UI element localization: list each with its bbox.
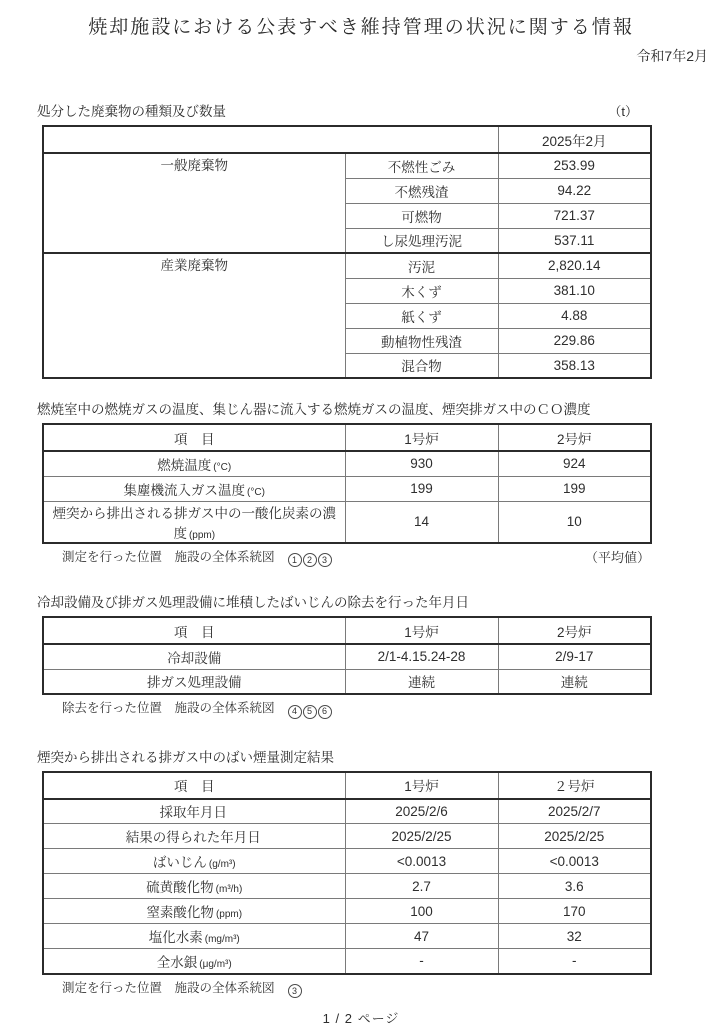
furnace2-value: 2025/2/7 <box>498 799 651 824</box>
circled-number-icon: 4 <box>288 705 302 719</box>
row-label: 硫黄酸化物 (m³/h) <box>43 874 345 899</box>
furnace2-value: <0.0013 <box>498 849 651 874</box>
table-row <box>43 874 651 899</box>
furnace1-value: - <box>345 949 498 974</box>
gas-measurement-note: 測定を行った位置 施設の全体系統図 1 2 3 <box>62 549 332 568</box>
circled-number-icon: 6 <box>318 705 332 719</box>
column-header-furnace1: 1号炉 <box>345 617 498 644</box>
circled-number-icon: 5 <box>303 705 317 719</box>
waste-value: 94.22 <box>498 178 651 203</box>
waste-item: し尿処理汚泥 <box>345 228 498 253</box>
unit-label: (°C) <box>247 486 265 498</box>
row-label: 採取年月日 <box>43 799 345 824</box>
row-label: 燃焼温度 (°C) <box>43 451 345 476</box>
table-row <box>43 669 651 694</box>
waste-item: 混合物 <box>345 353 498 378</box>
waste-value: 381.10 <box>498 278 651 303</box>
furnace2-value: 2/9-17 <box>498 644 651 669</box>
unit-label: (ppm) <box>215 909 243 920</box>
waste-item: 動植物性残渣 <box>345 328 498 353</box>
row-label: 結果の得られた年月日 <box>43 824 345 849</box>
furnace1-value: 47 <box>345 924 498 949</box>
waste-table <box>42 125 652 379</box>
column-header-item: 項 目 <box>43 772 345 799</box>
table-row <box>43 949 651 974</box>
waste-table-month-header: 2025年2月 <box>498 126 651 153</box>
table-row <box>43 899 651 924</box>
furnace2-value: 2025/2/25 <box>498 824 651 849</box>
waste-value: 2,820.14 <box>498 253 651 278</box>
furnace1-value: 2/1-4.15.24-28 <box>345 644 498 669</box>
row-label: 排ガス処理設備 <box>43 669 345 694</box>
furnace2-value: 3.6 <box>498 874 651 899</box>
furnace2-value: - <box>498 949 651 974</box>
column-header-item: 項 目 <box>43 424 345 451</box>
document-title: 焼却施設における公表すべき維持管理の状況に関する情報 <box>88 17 634 38</box>
circled-numbers <box>287 701 332 715</box>
circled-number-icon: 1 <box>288 553 302 567</box>
column-header-furnace2: ２号炉 <box>498 772 651 799</box>
table-row <box>43 824 651 849</box>
furnace1-value: 2025/2/25 <box>345 824 498 849</box>
row-label: 窒素酸化物 (ppm) <box>43 899 345 924</box>
waste-section-heading: 処分した廃棄物の種類及び数量 <box>37 104 226 119</box>
dust-removal-note: 除去を行った位置 施設の全体系統図 4 5 6 <box>62 700 332 719</box>
circled-number-icon: 3 <box>288 984 302 998</box>
furnace1-value: 100 <box>345 899 498 924</box>
table-row <box>43 451 651 476</box>
circled-number-icon: 2 <box>303 553 317 567</box>
table-row <box>43 849 651 874</box>
furnace1-value: 14 <box>345 501 498 543</box>
waste-item: 可燃物 <box>345 203 498 228</box>
waste-item: 紙くず <box>345 303 498 328</box>
table-row <box>43 476 651 501</box>
unit-label: (g/m³) <box>208 859 236 870</box>
smoke-measurement-note: 測定を行った位置 施設の全体系統図 3 <box>62 980 302 999</box>
column-header-furnace2: 2号炉 <box>498 617 651 644</box>
waste-value: 229.86 <box>498 328 651 353</box>
furnace2-value: 32 <box>498 924 651 949</box>
waste-category-industrial: 産業廃棄物 <box>43 253 345 378</box>
furnace1-value: 連続 <box>345 669 498 694</box>
furnace1-value: 930 <box>345 451 498 476</box>
gas-table <box>42 423 652 544</box>
unit-label: (mg/m³) <box>204 934 240 945</box>
waste-table-empty-header-cell <box>43 126 498 153</box>
waste-table-header-row <box>43 126 651 153</box>
gas-average-note: （平均値） <box>584 549 650 565</box>
circled-numbers <box>287 981 302 995</box>
waste-value: 721.37 <box>498 203 651 228</box>
waste-value: 537.11 <box>498 228 651 253</box>
circled-number-icon: 3 <box>318 553 332 567</box>
waste-item: 木くず <box>345 278 498 303</box>
unit-label: (°C) <box>213 461 232 473</box>
table-row <box>43 924 651 949</box>
column-header-furnace2: 2号炉 <box>498 424 651 451</box>
document-date: 令和7年2月 <box>636 48 708 64</box>
furnace2-value: 連続 <box>498 669 651 694</box>
smoke-section-heading: 煙突から排出される排ガス中のばい煙量測定結果 <box>37 749 334 765</box>
waste-category-general: 一般廃棄物 <box>43 153 345 253</box>
gas-table-header-row <box>43 424 651 451</box>
row-label: 煙突から排出される排ガス中の一酸化炭素の濃度 (ppm) <box>43 501 345 543</box>
waste-item: 不燃性ごみ <box>345 153 498 178</box>
row-label: 全水銀 (μg/m³) <box>43 949 345 974</box>
column-header-furnace1: 1号炉 <box>345 772 498 799</box>
dust-note-row <box>62 700 650 719</box>
table-row <box>43 153 651 178</box>
gas-section-heading: 燃焼室中の燃焼ガスの温度、集じん器に流入する燃焼ガスの温度、煙突排ガス中のＣＯ濃度 <box>37 402 591 417</box>
row-label: 冷却設備 <box>43 644 345 669</box>
table-row <box>43 644 651 669</box>
waste-unit-note: （t） <box>608 104 638 119</box>
furnace2-value: 924 <box>498 451 651 476</box>
waste-section-header <box>37 103 650 121</box>
furnace1-value: 2025/2/6 <box>345 799 498 824</box>
table-row <box>43 253 651 278</box>
waste-value: 358.13 <box>498 353 651 378</box>
furnace2-value: 10 <box>498 501 651 543</box>
table-row <box>43 501 651 543</box>
column-header-furnace1: 1号炉 <box>345 424 498 451</box>
unit-label: (μg/m³) <box>199 958 232 970</box>
row-label: 集塵機流入ガス温度 (°C) <box>43 476 345 501</box>
smoke-note-row <box>62 980 650 999</box>
furnace2-value: 170 <box>498 899 651 924</box>
waste-value: 4.88 <box>498 303 651 328</box>
furnace2-value: 199 <box>498 476 651 501</box>
row-label: ばいじん (g/m³) <box>43 849 345 874</box>
table-row <box>43 799 651 824</box>
circled-numbers <box>287 550 332 564</box>
waste-item: 不燃残渣 <box>345 178 498 203</box>
waste-item: 汚泥 <box>345 253 498 278</box>
gas-note-row <box>62 549 650 568</box>
column-header-item: 項 目 <box>43 617 345 644</box>
furnace1-value: 199 <box>345 476 498 501</box>
page-footer: 1 / 2 ページ <box>322 1011 400 1024</box>
row-label: 塩化水素 (mg/m³) <box>43 924 345 949</box>
smoke-table <box>42 771 652 975</box>
dust-table-header-row <box>43 617 651 644</box>
dust-section-heading: 冷却設備及び排ガス処理設備に堆積したばいじんの除去を行った年月日 <box>37 595 469 610</box>
furnace1-value: 2.7 <box>345 874 498 899</box>
waste-value: 253.99 <box>498 153 651 178</box>
smoke-table-header-row <box>43 772 651 799</box>
dust-table <box>42 616 652 695</box>
unit-label: (ppm) <box>188 529 216 541</box>
unit-label: (m³/h) <box>215 884 243 895</box>
furnace1-value: <0.0013 <box>345 849 498 874</box>
